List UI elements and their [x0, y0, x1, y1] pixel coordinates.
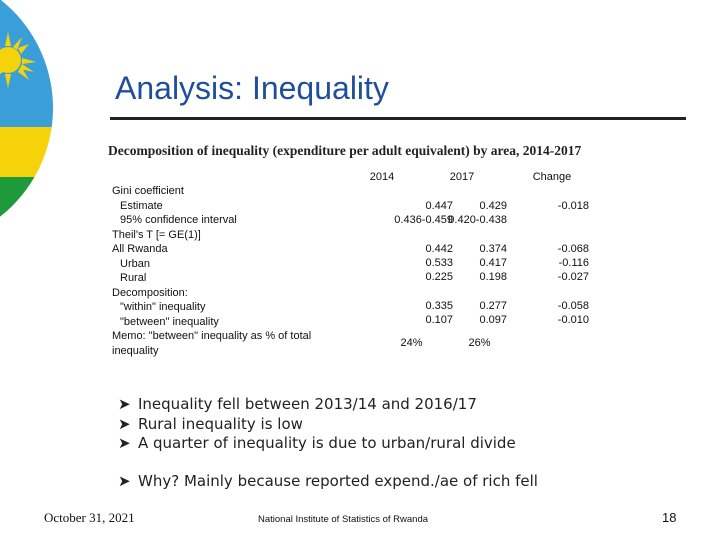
- row-label: "between" inequality: [120, 315, 219, 328]
- bullet-item: [118, 415, 538, 435]
- cell-2014-memo: 24%: [400, 337, 423, 349]
- arrow-bullet-icon: ➤: [118, 471, 131, 490]
- bullet-list: [118, 395, 538, 491]
- cell-2017-ci: 0.420-0.438: [448, 214, 507, 226]
- row-label: Theil's T [= GE(1)]: [112, 228, 201, 241]
- cell-2014-within: 0.335: [425, 300, 453, 312]
- cell-2017-all: 0.374: [479, 243, 507, 255]
- bullet-text: Why? Mainly because reported expend./ae of rich fell: [138, 471, 538, 490]
- column-header-2014: 2014: [369, 171, 395, 183]
- page-number: 18: [662, 510, 677, 525]
- table-caption: Decomposition of inequality (expenditure per adult equivalent) by area, 2014-2017: [108, 143, 582, 158]
- bullet-text: A quarter of inequality is due to urban/rural divide: [138, 434, 516, 452]
- cell-2014-between: 0.107: [425, 314, 453, 326]
- bullet-text: Rural inequality is low: [138, 414, 303, 433]
- cell-change-between: -0.010: [557, 314, 589, 326]
- arrow-bullet-icon: ➤: [118, 414, 131, 433]
- column-header-2017: 2017: [449, 171, 475, 183]
- cell-change-within: -0.058: [557, 300, 589, 312]
- bullet-item: [118, 434, 538, 454]
- row-label: 95% confidence interval: [120, 214, 237, 226]
- column-header-change: Change: [532, 171, 572, 183]
- bullet-item: [118, 472, 538, 492]
- row-labels: [112, 184, 337, 358]
- bullet-item: [118, 395, 538, 415]
- cell-change-estimate: -0.018: [557, 200, 589, 212]
- arrow-bullet-icon: ➤: [118, 395, 131, 413]
- row-label: Gini coefficient: [112, 185, 184, 197]
- footer-organization: National Institute of Statistics of Rwanda: [258, 514, 429, 525]
- row-label: All Rwanda: [112, 243, 168, 255]
- row-label: Estimate: [120, 199, 163, 212]
- row-label: Memo: "between" inequality as % of total: [112, 330, 312, 342]
- row-label: Rural: [120, 272, 147, 284]
- cell-2014-ci: 0.436-0.459: [394, 214, 453, 226]
- row-label: Urban: [120, 257, 150, 270]
- row-label: inequality: [112, 344, 159, 357]
- row-label: Decomposition:: [112, 286, 188, 299]
- cell-2017-rural: 0.198: [479, 271, 507, 283]
- cell-change-all: -0.068: [557, 243, 589, 255]
- row-label: "within" inequality: [120, 301, 206, 313]
- slide-title: Analysis: Inequality: [115, 70, 389, 106]
- cell-2014-all: 0.442: [425, 243, 453, 255]
- cell-2017-within: 0.277: [479, 300, 507, 312]
- cell-2014-urban: 0.533: [425, 257, 453, 269]
- inequality-table: [112, 170, 602, 356]
- cell-2017-urban: 0.417: [479, 257, 507, 269]
- cell-change-urban: -0.116: [558, 257, 589, 269]
- footer-date: October 31, 2021: [44, 510, 135, 525]
- cell-2014-estimate: 0.447: [425, 200, 453, 212]
- title-divider: [110, 117, 686, 120]
- cell-change-rural: -0.027: [557, 271, 589, 283]
- cell-2014-rural: 0.225: [425, 271, 453, 283]
- cell-2017-memo: 26%: [468, 337, 491, 349]
- arrow-bullet-icon: ➤: [118, 434, 131, 452]
- cell-2017-estimate: 0.429: [479, 200, 507, 212]
- cell-2017-between: 0.097: [479, 314, 507, 326]
- flag-logo-icon: [0, 0, 60, 240]
- bullet-text: Inequality fell between 2013/14 and 2016/17: [138, 395, 477, 413]
